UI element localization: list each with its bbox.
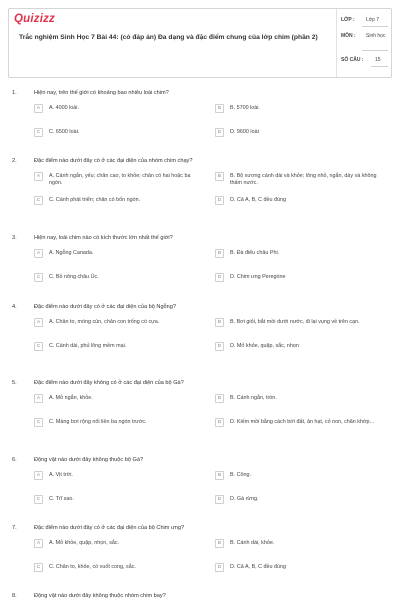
option-text: C. Cánh phát triển; chân có bốn ngón. xyxy=(49,197,141,203)
option-text: C. Chân to, khỏe, có vuốt cong, sắc. xyxy=(49,564,136,570)
option-letter-box[interactable]: A xyxy=(34,172,43,181)
grade-label: LỚP : xyxy=(341,17,355,23)
option-text: B. Đà điểu châu Phi. xyxy=(230,250,280,256)
option-text: D. Cả A, B, C đều đúng xyxy=(230,197,287,203)
option-letter-box[interactable]: B xyxy=(215,471,224,480)
option-text: D. Kiếm mồi bằng cách bới đất, ăn hạt, cỏ non, chân khớp... xyxy=(230,419,375,425)
question-number: 5. xyxy=(12,380,17,386)
worksheet-header xyxy=(8,8,392,78)
option-text: A. Mỏ khỏe, quặp, nhọn, sắc. xyxy=(49,540,120,546)
option-text: A. Ngỗng Canada. xyxy=(49,250,94,256)
option-letter-box[interactable]: C xyxy=(34,273,43,282)
option-text: C. 6500 loài. xyxy=(49,129,80,135)
question-number: 1. xyxy=(12,90,17,96)
option-text: B. Cánh dài, khỏe. xyxy=(230,540,275,546)
option-letter-box[interactable]: B xyxy=(215,172,224,181)
option-text: A. Mỏ ngắn, khỏe. xyxy=(49,395,93,401)
option-text: D. Chim ưng Peregrine xyxy=(230,274,286,280)
option-letter-box[interactable]: D xyxy=(215,563,224,572)
question-number: 6. xyxy=(12,457,17,463)
count-underline xyxy=(371,66,388,67)
option-text: B. Bơi giỏi, bắt mồi dưới nước, đi lại vụng về trên cạn. xyxy=(230,319,360,325)
option-letter-box[interactable]: B xyxy=(215,318,224,327)
question-number: 8. xyxy=(12,593,17,599)
option-letter-box[interactable]: A xyxy=(34,318,43,327)
option-text: C. Trĩ sao. xyxy=(49,496,74,502)
option-letter-box[interactable]: A xyxy=(34,539,43,548)
question-text: Động vật nào dưới đây không thuộc bộ Gà? xyxy=(34,457,144,463)
question-text: Đặc điểm nào dưới đây có ở các đại diện của bộ Chim ưng? xyxy=(34,525,185,531)
option-letter-box[interactable]: B xyxy=(215,394,224,403)
option-letter-box[interactable]: A xyxy=(34,471,43,480)
option-letter-box[interactable]: B xyxy=(215,249,224,258)
question-text: Hiện nay, trên thế giới có khoảng bao nhiêu loài chim? xyxy=(34,90,169,96)
question-text: Đặc điểm nào dưới đây không có ở các đại diện của bộ Gà? xyxy=(34,380,184,386)
option-letter-box[interactable]: C xyxy=(34,196,43,205)
option-letter-box[interactable]: D xyxy=(215,495,224,504)
question-text: Hiện nay, loài chim nào có kích thước lớn nhất thế giới? xyxy=(34,235,173,241)
count-label: SỐ CÂU : xyxy=(341,57,364,63)
option-text: A. Chân to, móng cùn, chân con trống có cựa. xyxy=(49,319,160,325)
option-letter-box[interactable]: B xyxy=(215,539,224,548)
option-text: A. 4000 loài. xyxy=(49,105,79,111)
question-number: 2. xyxy=(12,158,17,164)
option-letter-box[interactable]: C xyxy=(34,128,43,137)
option-text: D. Mỏ khỏe, quặp, sắc, nhọn xyxy=(230,343,299,349)
quizizz-logo: Quizizz xyxy=(14,13,56,25)
option-letter-box[interactable]: C xyxy=(34,495,43,504)
option-letter-box[interactable]: C xyxy=(34,418,43,427)
option-letter-box[interactable]: D xyxy=(215,128,224,137)
option-letter-box[interactable]: C xyxy=(34,342,43,351)
subject-value: Sinh học xyxy=(366,33,386,39)
option-text: C. Màng bơi rộng nối liền ba ngón trước. xyxy=(49,419,147,425)
option-text: A. Vịt trời. xyxy=(49,472,73,478)
question-text: Đặc điểm nào dưới đây có ở các đại diện của bộ Ngỗng? xyxy=(34,304,176,310)
option-text: D. 9600 loài xyxy=(230,129,259,135)
option-text: B. Công. xyxy=(230,472,251,478)
subject-underline xyxy=(362,50,388,51)
count-value: 15 xyxy=(375,57,381,63)
option-text: B. 5700 loài. xyxy=(230,105,260,111)
option-letter-box[interactable]: D xyxy=(215,273,224,282)
option-text: C. Bồ nông châu Úc. xyxy=(49,274,99,280)
grade-value: Lớp 7 xyxy=(366,17,380,23)
question-text: Động vật nào dưới đây không thuộc nhóm chim bay? xyxy=(34,593,166,599)
option-letter-box[interactable]: C xyxy=(34,563,43,572)
option-text: C. Cánh dài, phủ lông mềm mại. xyxy=(49,343,127,349)
option-text: D. Cả A, B, C đều đúng xyxy=(230,564,287,570)
question-number: 4. xyxy=(12,304,17,310)
option-text: A. Cánh ngắn, yếu; chân cao, to khỏe; chân có hai hoặc ba ngón. xyxy=(49,173,191,186)
subject-label: MÔN : xyxy=(341,33,356,39)
option-letter-box[interactable]: A xyxy=(34,394,43,403)
option-letter-box[interactable]: B xyxy=(215,104,224,113)
option-text: D. Gà rừng. xyxy=(230,496,259,502)
option-letter-box[interactable]: A xyxy=(34,104,43,113)
grade-underline xyxy=(362,26,388,27)
option-letter-box[interactable]: D xyxy=(215,342,224,351)
header-divider xyxy=(336,9,337,77)
option-text: B. Cánh ngắn, tròn. xyxy=(230,395,277,401)
question-text: Đặc điểm nào dưới đây có ở các đại diện của nhóm chim chạy? xyxy=(34,158,193,164)
option-text: B. Bộ xương cánh dài và khỏe; lông nhỏ, ngắn, dày và không thấm nước. xyxy=(230,173,377,186)
question-number: 7. xyxy=(12,525,17,531)
worksheet-title: Trắc nghiệm Sinh Học 7 Bài 44: (có đáp án) Đa dạng và đặc điểm chung của lớp chim (phần 2) xyxy=(19,34,318,41)
option-letter-box[interactable]: D xyxy=(215,418,224,427)
option-letter-box[interactable]: D xyxy=(215,196,224,205)
option-letter-box[interactable]: A xyxy=(34,249,43,258)
question-number: 3. xyxy=(12,235,17,241)
